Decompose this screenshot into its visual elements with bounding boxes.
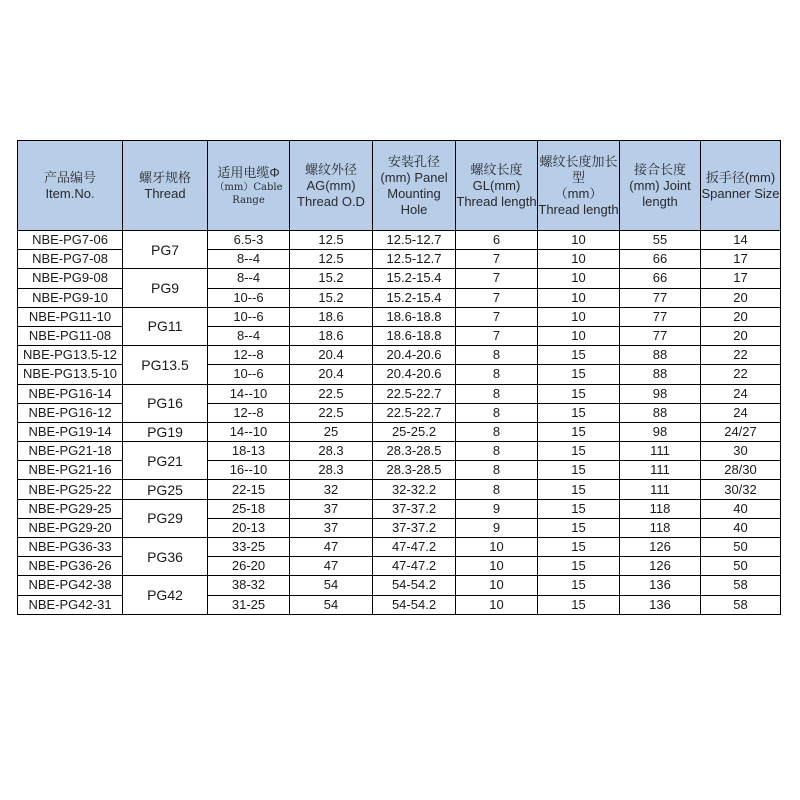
table-row	[18, 422, 781, 441]
cell-item-no: NBE-PG11-08	[18, 326, 123, 345]
cell-item-no: NBE-PG42-38	[18, 576, 123, 595]
header-en: Spanner Size	[701, 185, 780, 201]
cell-thread-length-extended: 15	[538, 461, 620, 480]
cell-thread-od: 32	[290, 480, 373, 499]
cell-item-no: NBE-PG13.5-12	[18, 346, 123, 365]
cell-joint-length: 98	[620, 422, 701, 441]
header-en: （mm）Cable Range	[214, 181, 283, 206]
cell-mounting-hole: 20.4-20.6	[373, 365, 456, 384]
cell-mounting-hole: 15.2-15.4	[373, 288, 456, 307]
header-cable-range	[208, 141, 290, 231]
cell-cable-range: 16--10	[208, 461, 290, 480]
table-row	[18, 231, 781, 250]
cell-thread-length: 9	[456, 518, 538, 537]
table-row	[18, 499, 781, 518]
table-row	[18, 576, 781, 595]
header-cn: 安装孔径	[387, 153, 440, 169]
cell-mounting-hole: 12.5-12.7	[373, 250, 456, 269]
cell-thread-length: 10	[456, 557, 538, 576]
cell-thread-length-extended: 15	[538, 442, 620, 461]
cell-thread-length-extended: 15	[538, 384, 620, 403]
cell-thread-length: 8	[456, 442, 538, 461]
cell-thread-length: 8	[456, 346, 538, 365]
cell-mounting-hole: 32-32.2	[373, 480, 456, 499]
cell-spanner-size: 22	[701, 365, 781, 384]
cell-thread: PG42	[123, 576, 208, 614]
cell-thread-length: 8	[456, 422, 538, 441]
cell-thread-length: 7	[456, 250, 538, 269]
cell-cable-range: 33-25	[208, 538, 290, 557]
cell-mounting-hole: 37-37.2	[373, 499, 456, 518]
cell-item-no: NBE-PG16-12	[18, 403, 123, 422]
cell-spanner-size: 20	[701, 307, 781, 326]
cell-thread-od: 25	[290, 422, 373, 441]
cell-thread-length: 10	[456, 576, 538, 595]
cell-thread-length-extended: 15	[538, 480, 620, 499]
cell-thread-length-extended: 15	[538, 576, 620, 595]
cell-cable-range: 10--6	[208, 307, 290, 326]
cell-item-no: NBE-PG7-06	[18, 231, 123, 250]
cell-item-no: NBE-PG21-16	[18, 461, 123, 480]
cell-thread-length-extended: 15	[538, 422, 620, 441]
cell-spanner-size: 17	[701, 269, 781, 288]
cell-thread-length-extended: 15	[538, 403, 620, 422]
cell-joint-length: 111	[620, 461, 701, 480]
cell-thread-length-extended: 10	[538, 250, 620, 269]
cell-cable-range: 6.5-3	[208, 231, 290, 250]
header-en: Thread	[144, 185, 186, 201]
cell-cable-range: 8--4	[208, 326, 290, 345]
cell-spanner-size: 22	[701, 346, 781, 365]
cell-spanner-size: 58	[701, 595, 781, 614]
cell-cable-range: 31-25	[208, 595, 290, 614]
cell-thread-od: 22.5	[290, 403, 373, 422]
cell-item-no: NBE-PG29-20	[18, 518, 123, 537]
cell-cable-range: 14--10	[208, 422, 290, 441]
cell-thread: PG9	[123, 269, 208, 307]
cell-spanner-size: 40	[701, 518, 781, 537]
cell-joint-length: 88	[620, 346, 701, 365]
cell-joint-length: 111	[620, 480, 701, 499]
header-cn: 螺纹长度加长型	[539, 153, 618, 185]
table-row	[18, 307, 781, 326]
header-thread-length-extended	[538, 141, 620, 231]
cell-thread-od: 54	[290, 595, 373, 614]
table-row	[18, 538, 781, 557]
cell-joint-length: 88	[620, 403, 701, 422]
cell-thread-length: 6	[456, 231, 538, 250]
cell-item-no: NBE-PG13.5-10	[18, 365, 123, 384]
cell-thread-length: 8	[456, 403, 538, 422]
cell-thread-length-extended: 10	[538, 231, 620, 250]
cell-cable-range: 12--8	[208, 346, 290, 365]
header-cn: 适用电缆Φ	[217, 164, 280, 180]
header-cn: 螺牙规格	[138, 169, 191, 185]
cell-thread-od: 47	[290, 538, 373, 557]
cell-thread-od: 20.4	[290, 365, 373, 384]
cell-thread-length-extended: 15	[538, 595, 620, 614]
cell-spanner-size: 14	[701, 231, 781, 250]
table-row	[18, 346, 781, 365]
cell-thread-length: 7	[456, 269, 538, 288]
cell-mounting-hole: 22.5-22.7	[373, 384, 456, 403]
cell-cable-range: 20-13	[208, 518, 290, 537]
cell-thread-length: 8	[456, 461, 538, 480]
table-row	[18, 480, 781, 499]
header-en: (mm) Joint length	[629, 177, 691, 209]
header-item-no	[18, 141, 123, 231]
cell-thread-length: 7	[456, 326, 538, 345]
cell-joint-length: 111	[620, 442, 701, 461]
cell-joint-length: 136	[620, 576, 701, 595]
cell-mounting-hole: 54-54.2	[373, 595, 456, 614]
header-cn: 螺纹外径	[304, 161, 357, 177]
cell-cable-range: 38-32	[208, 576, 290, 595]
cell-cable-range: 26-20	[208, 557, 290, 576]
cell-spanner-size: 30/32	[701, 480, 781, 499]
spec-table	[17, 140, 781, 615]
cell-spanner-size: 20	[701, 326, 781, 345]
cell-thread-length-extended: 10	[538, 269, 620, 288]
cell-joint-length: 126	[620, 538, 701, 557]
cell-mounting-hole: 37-37.2	[373, 518, 456, 537]
header-thread-od	[290, 141, 373, 231]
cell-thread-length: 7	[456, 307, 538, 326]
cell-thread-length: 10	[456, 595, 538, 614]
header-mounting-hole	[373, 141, 456, 231]
cell-thread: PG19	[123, 422, 208, 441]
cell-spanner-size: 17	[701, 250, 781, 269]
cell-thread-length-extended: 15	[538, 346, 620, 365]
cell-joint-length: 77	[620, 326, 701, 345]
cell-item-no: NBE-PG29-25	[18, 499, 123, 518]
cell-thread-length-extended: 10	[538, 288, 620, 307]
cell-thread-length-extended: 15	[538, 365, 620, 384]
cell-item-no: NBE-PG16-14	[18, 384, 123, 403]
cell-item-no: NBE-PG11-10	[18, 307, 123, 326]
cell-mounting-hole: 18.6-18.8	[373, 326, 456, 345]
cell-thread-od: 37	[290, 499, 373, 518]
cell-thread: PG36	[123, 538, 208, 576]
cell-thread: PG25	[123, 480, 208, 499]
cell-joint-length: 136	[620, 595, 701, 614]
cell-spanner-size: 28/30	[701, 461, 781, 480]
cell-thread-length: 8	[456, 365, 538, 384]
cell-spanner-size: 58	[701, 576, 781, 595]
cell-thread-od: 15.2	[290, 288, 373, 307]
cell-spanner-size: 20	[701, 288, 781, 307]
cell-thread-length-extended: 10	[538, 307, 620, 326]
cell-thread-length: 8	[456, 384, 538, 403]
cell-item-no: NBE-PG25-22	[18, 480, 123, 499]
cell-spanner-size: 50	[701, 557, 781, 576]
cell-item-no: NBE-PG36-33	[18, 538, 123, 557]
cell-cable-range: 8--4	[208, 269, 290, 288]
cell-joint-length: 118	[620, 499, 701, 518]
cell-joint-length: 88	[620, 365, 701, 384]
cell-thread-od: 18.6	[290, 307, 373, 326]
cell-thread: PG16	[123, 384, 208, 422]
cell-mounting-hole: 28.3-28.5	[373, 442, 456, 461]
cell-thread-length-extended: 15	[538, 499, 620, 518]
cell-thread: PG13.5	[123, 346, 208, 384]
header-en: AG(mm) Thread O.D	[297, 177, 365, 209]
cell-spanner-size: 24	[701, 384, 781, 403]
cell-thread-od: 12.5	[290, 250, 373, 269]
cell-mounting-hole: 54-54.2	[373, 576, 456, 595]
cell-cable-range: 18-13	[208, 442, 290, 461]
cell-joint-length: 77	[620, 288, 701, 307]
cell-joint-length: 66	[620, 250, 701, 269]
table-body	[18, 231, 781, 615]
cell-spanner-size: 50	[701, 538, 781, 557]
cell-cable-range: 22-15	[208, 480, 290, 499]
cell-item-no: NBE-PG7-08	[18, 250, 123, 269]
cell-item-no: NBE-PG21-18	[18, 442, 123, 461]
cell-mounting-hole: 25-25.2	[373, 422, 456, 441]
cell-cable-range: 8--4	[208, 250, 290, 269]
header-en: （mm） Thread length	[538, 185, 619, 217]
cell-item-no: NBE-PG19-14	[18, 422, 123, 441]
cell-thread-od: 28.3	[290, 461, 373, 480]
header-row	[18, 141, 781, 231]
cell-thread-length-extended: 15	[538, 538, 620, 557]
cell-thread-length: 10	[456, 538, 538, 557]
cell-mounting-hole: 22.5-22.7	[373, 403, 456, 422]
cell-thread: PG7	[123, 231, 208, 269]
header-en: Item.No.	[45, 185, 95, 201]
cell-thread-length: 9	[456, 499, 538, 518]
cell-mounting-hole: 12.5-12.7	[373, 231, 456, 250]
cell-mounting-hole: 47-47.2	[373, 557, 456, 576]
header-en: (mm) Panel Mounting Hole	[380, 169, 448, 217]
cell-joint-length: 98	[620, 384, 701, 403]
table-row	[18, 269, 781, 288]
cell-mounting-hole: 28.3-28.5	[373, 461, 456, 480]
cell-spanner-size: 40	[701, 499, 781, 518]
cell-joint-length: 77	[620, 307, 701, 326]
cell-spanner-size: 24/27	[701, 422, 781, 441]
cell-joint-length: 126	[620, 557, 701, 576]
cell-thread: PG21	[123, 442, 208, 480]
header-thread	[123, 141, 208, 231]
cell-thread-length-extended: 15	[538, 518, 620, 537]
cell-thread-length-extended: 15	[538, 557, 620, 576]
cell-joint-length: 55	[620, 231, 701, 250]
header-cn: 产品编号	[43, 169, 96, 185]
cell-thread-od: 15.2	[290, 269, 373, 288]
cell-cable-range: 25-18	[208, 499, 290, 518]
cell-mounting-hole: 47-47.2	[373, 538, 456, 557]
cell-cable-range: 10--6	[208, 365, 290, 384]
table-row	[18, 442, 781, 461]
cell-mounting-hole: 20.4-20.6	[373, 346, 456, 365]
cell-item-no: NBE-PG42-31	[18, 595, 123, 614]
cell-thread-length: 8	[456, 480, 538, 499]
cell-thread: PG29	[123, 499, 208, 537]
cell-thread-od: 28.3	[290, 442, 373, 461]
header-joint-length	[620, 141, 701, 231]
cell-spanner-size: 30	[701, 442, 781, 461]
table-row	[18, 384, 781, 403]
cell-thread-od: 47	[290, 557, 373, 576]
header-cn: 扳手径(mm)	[705, 169, 776, 185]
cell-spanner-size: 24	[701, 403, 781, 422]
header-spanner-size	[701, 141, 781, 231]
cell-item-no: NBE-PG36-26	[18, 557, 123, 576]
table-header	[18, 141, 781, 231]
cell-thread-od: 37	[290, 518, 373, 537]
cell-thread-od: 18.6	[290, 326, 373, 345]
cell-mounting-hole: 15.2-15.4	[373, 269, 456, 288]
cell-mounting-hole: 18.6-18.8	[373, 307, 456, 326]
cell-item-no: NBE-PG9-10	[18, 288, 123, 307]
header-cn: 螺纹长度	[470, 161, 523, 177]
cell-cable-range: 10--6	[208, 288, 290, 307]
cell-thread-od: 20.4	[290, 346, 373, 365]
cell-joint-length: 118	[620, 518, 701, 537]
header-thread-length	[456, 141, 538, 231]
cell-thread: PG11	[123, 307, 208, 345]
cell-thread-od: 22.5	[290, 384, 373, 403]
cell-cable-range: 14--10	[208, 384, 290, 403]
cell-item-no: NBE-PG9-08	[18, 269, 123, 288]
header-en: GL(mm) Thread length	[456, 177, 537, 209]
cell-thread-length: 7	[456, 288, 538, 307]
header-cn: 接合长度	[633, 161, 686, 177]
cell-thread-od: 12.5	[290, 231, 373, 250]
cell-joint-length: 66	[620, 269, 701, 288]
cell-thread-od: 54	[290, 576, 373, 595]
cell-cable-range: 12--8	[208, 403, 290, 422]
cell-thread-length-extended: 10	[538, 326, 620, 345]
